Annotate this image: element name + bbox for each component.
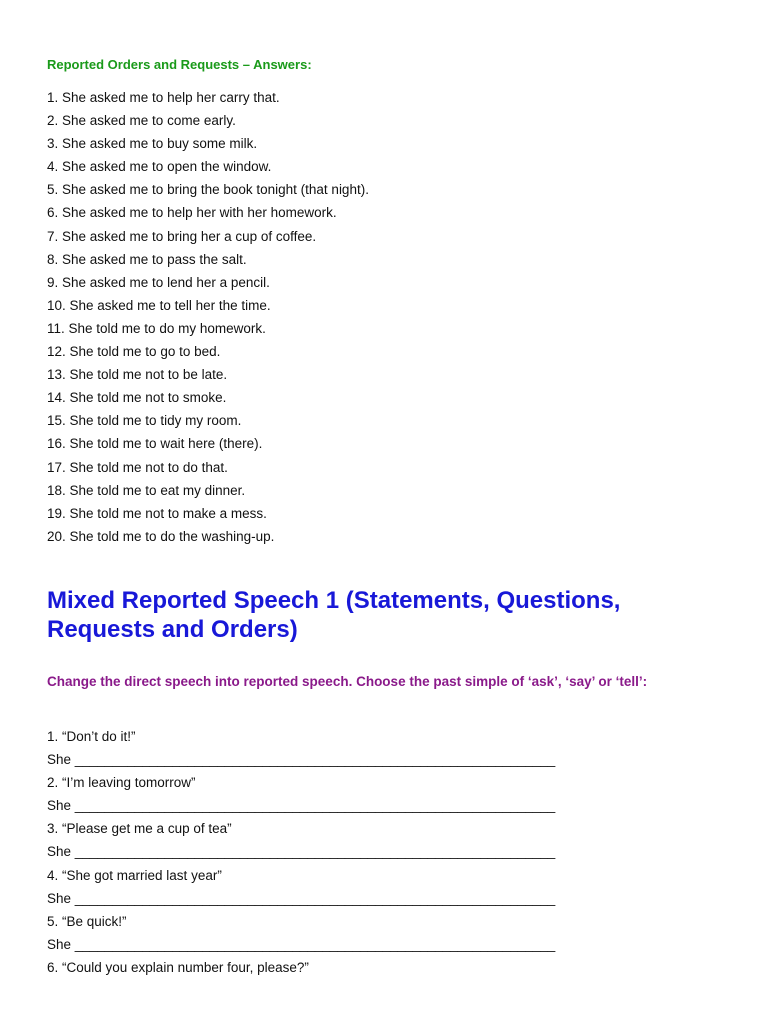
answer-item: 3. She asked me to buy some milk. — [47, 136, 258, 152]
exercise-prompt: 5. “Be quick!” — [47, 913, 127, 929]
answer-blank-line: She ________________________________________________________________ — [47, 936, 556, 952]
answer-item: 2. She asked me to come early. — [47, 113, 236, 129]
answer-blank-line: She ________________________________________________________________ — [47, 844, 556, 860]
answer-item: 10. She asked me to tell her the time. — [47, 297, 271, 313]
exercise-prompt: 4. “She got married last year” — [47, 867, 222, 883]
answer-item: 7. She asked me to bring her a cup of coffee. — [47, 228, 317, 244]
exercise-prompt: 6. “Could you explain number four, please?” — [47, 959, 309, 975]
exercise-instruction: Change the direct speech into reported speech. Choose the past simple of ‘ask’, ‘say’ or ‘tell’: — [47, 674, 648, 689]
exercise-prompt: 1. “Don’t do it!” — [47, 729, 136, 744]
answer-item: 15. She told me to tidy my room. — [47, 413, 242, 429]
answer-item: 20. She told me to do the washing-up. — [47, 528, 275, 544]
answer-item: 14. She told me not to smoke. — [47, 390, 227, 406]
answer-blank-line: She ________________________________________________________________ — [47, 798, 556, 814]
exercise-prompt: 2. “I’m leaving tomorrow” — [47, 775, 196, 791]
answer-item: 19. She told me not to make a mess. — [47, 505, 267, 521]
answer-item: 5. She asked me to bring the book tonight (that night). — [47, 182, 369, 198]
answer-item: 18. She told me to eat my dinner. — [47, 482, 246, 498]
answer-item: 16. She told me to wait here (there). — [47, 436, 263, 452]
answer-item: 9. She asked me to lend her a pencil. — [47, 274, 270, 290]
answer-item: 17. She told me not to do that. — [47, 459, 228, 475]
exercise-list — [47, 725, 555, 979]
section-title: Mixed Reported Speech 1 (Statements, Questions, Requests and Orders) — [47, 587, 621, 643]
answer-blank-line: She ________________________________________________________________ — [47, 890, 556, 906]
answer-item: 1. She asked me to help her carry that. — [47, 90, 280, 105]
answer-item: 13. She told me not to be late. — [47, 367, 228, 383]
answers-heading: Reported Orders and Requests – Answers: — [47, 57, 312, 72]
answer-blank-line: She ________________________________________________________________ — [47, 752, 556, 768]
answers-list — [47, 86, 369, 548]
answer-item: 11. She told me to do my homework. — [47, 320, 266, 336]
exercise-prompt: 3. “Please get me a cup of tea” — [47, 821, 232, 837]
answer-item: 4. She asked me to open the window. — [47, 159, 272, 175]
answer-item: 8. She asked me to pass the salt. — [47, 251, 247, 267]
answer-item: 12. She told me to go to bed. — [47, 344, 221, 360]
answer-item: 6. She asked me to help her with her homework. — [47, 205, 337, 221]
